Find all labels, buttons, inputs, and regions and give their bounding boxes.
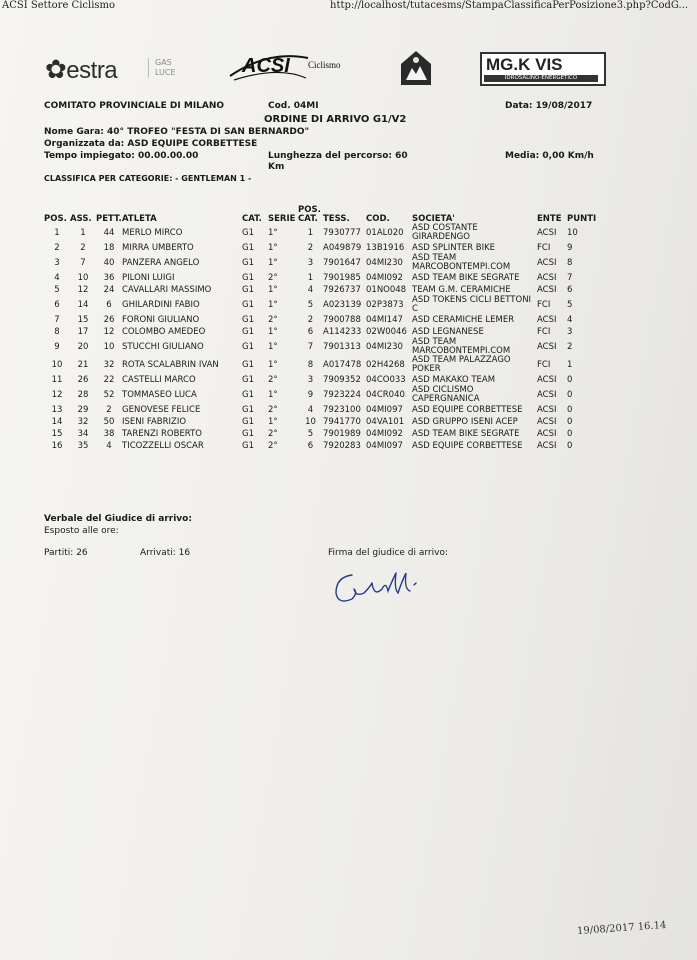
cell-ass: 20 bbox=[77, 342, 89, 352]
cell-tess: A114233 bbox=[323, 327, 362, 337]
table-row bbox=[44, 416, 597, 428]
cell-poscat: 8 bbox=[307, 360, 314, 370]
arrivati-count: Arrivati: 16 bbox=[140, 548, 191, 558]
acsi-logo-text: ACSI bbox=[242, 55, 290, 77]
cell-punti: 9 bbox=[567, 243, 573, 253]
table-row bbox=[44, 254, 597, 272]
cell-cat: G1 bbox=[242, 417, 254, 427]
cell-cat: G1 bbox=[242, 390, 254, 400]
cell-atleta: TARENZI ROBERTO bbox=[122, 429, 202, 439]
print-page-title: ACSI Settore Ciclismo bbox=[2, 0, 116, 11]
cell-ass: 10 bbox=[77, 273, 89, 283]
cell-ente: ACSI bbox=[537, 228, 557, 238]
cell-poscat: 3 bbox=[307, 375, 314, 385]
cell-cod: 04MI097 bbox=[366, 405, 403, 415]
table-row bbox=[44, 386, 597, 404]
cell-societa: ASD TEAM PALAZZAGO POKER bbox=[412, 355, 511, 374]
cell-pett: 12 bbox=[103, 327, 115, 337]
cell-cat: G1 bbox=[242, 429, 254, 439]
cell-pos: 10 bbox=[51, 360, 63, 370]
cell-cod: 04MI092 bbox=[366, 429, 403, 439]
cell-atleta: STUCCHI GIULIANO bbox=[122, 342, 204, 352]
cell-serie: 2° bbox=[268, 273, 278, 283]
cell-punti: 0 bbox=[567, 429, 573, 439]
average-speed: Media: 0,00 Km/h bbox=[505, 151, 594, 161]
cell-serie: 1° bbox=[268, 390, 278, 400]
course-length-unit: Km bbox=[268, 162, 285, 172]
cell-ente: ACSI bbox=[537, 342, 557, 352]
cell-ass: 2 bbox=[80, 243, 86, 253]
estra-sub-gas: GAS bbox=[155, 58, 172, 67]
mgk-vis-logo bbox=[480, 52, 606, 86]
cell-societa: ASD LEGNANESE bbox=[412, 326, 484, 337]
cell-tess: 7901313 bbox=[323, 342, 361, 352]
table-row bbox=[44, 296, 597, 314]
cell-pos: 9 bbox=[54, 342, 60, 352]
cell-pos: 7 bbox=[54, 315, 60, 325]
col-punti: PUNTI bbox=[567, 214, 597, 224]
cell-cat: G1 bbox=[242, 243, 254, 253]
cell-cod: 04VA101 bbox=[366, 417, 405, 427]
cell-serie: 1° bbox=[268, 360, 278, 370]
cell-cat: G1 bbox=[242, 360, 254, 370]
cell-serie: 1° bbox=[268, 417, 278, 427]
cell-cat: G1 bbox=[242, 300, 254, 310]
cell-cod: 01NO048 bbox=[366, 285, 407, 295]
partiti-count: Partiti: 26 bbox=[44, 548, 88, 558]
cell-pett: 24 bbox=[103, 285, 115, 295]
cell-tess: A017478 bbox=[323, 360, 362, 370]
cell-atleta: PANZERA ANGELO bbox=[122, 258, 200, 268]
cell-pos: 4 bbox=[54, 273, 60, 283]
cell-ente: FCI bbox=[537, 327, 551, 337]
cell-poscat: 10 bbox=[305, 417, 316, 427]
date-label: Data: 19/08/2017 bbox=[505, 101, 593, 111]
cell-ente: ACSI bbox=[537, 258, 557, 268]
cell-cod: 13B1916 bbox=[366, 243, 405, 253]
cell-ass: 29 bbox=[77, 405, 89, 415]
col-cat: CAT. bbox=[242, 214, 262, 224]
table-row bbox=[44, 356, 597, 374]
cell-societa: ASD MAKAKO TEAM bbox=[412, 374, 496, 385]
cell-societa: ASD SPLINTER BIKE bbox=[412, 242, 496, 253]
results-table bbox=[44, 206, 597, 452]
cell-societa: ASD TEAM MARCOBONTEMPI.COM bbox=[412, 253, 511, 272]
cell-atleta: MERLO MIRCO bbox=[122, 228, 183, 238]
cell-ass: 35 bbox=[77, 441, 89, 451]
cell-serie: 1° bbox=[268, 243, 278, 253]
print-url: http://localhost/tutacesms/StampaClassificaPerPosizione3.php?CodG... bbox=[330, 0, 689, 11]
cell-pett: 18 bbox=[103, 243, 115, 253]
cell-pett: 22 bbox=[103, 375, 115, 385]
cell-tess: 7900788 bbox=[323, 315, 361, 325]
cell-poscat: 3 bbox=[307, 258, 314, 268]
acsi-swoosh-icon bbox=[228, 48, 348, 82]
col-tess: TESS. bbox=[323, 214, 350, 224]
cell-ass: 15 bbox=[77, 315, 89, 325]
col-poscat-line1: POS. bbox=[298, 205, 321, 215]
col-pett: PETT. bbox=[96, 214, 122, 224]
sponsor-logos bbox=[40, 44, 640, 94]
cell-societa: ASD EQUIPE CORBETTESE bbox=[412, 440, 523, 451]
cell-cod: 02H4268 bbox=[366, 360, 405, 370]
col-atleta: ATLETA bbox=[122, 214, 157, 224]
cell-poscat: 6 bbox=[307, 441, 314, 451]
cell-ente: ACSI bbox=[537, 390, 557, 400]
cell-cat: G1 bbox=[242, 375, 254, 385]
cell-punti: 2 bbox=[567, 342, 573, 352]
cell-pett: 38 bbox=[103, 429, 115, 439]
acsi-logo bbox=[228, 48, 348, 82]
cell-cat: G1 bbox=[242, 405, 254, 415]
cell-poscat: 2 bbox=[307, 243, 314, 253]
col-ente: ENTE bbox=[537, 214, 562, 224]
col-cod: COD. bbox=[366, 214, 390, 224]
table-row bbox=[44, 404, 597, 416]
cell-societa: ASD EQUIPE CORBETTESE bbox=[412, 404, 523, 415]
cell-ass: 21 bbox=[77, 360, 89, 370]
cell-punti: 8 bbox=[567, 258, 573, 268]
cell-ass: 14 bbox=[77, 300, 89, 310]
col-societa: SOCIETA' bbox=[412, 214, 455, 224]
cell-ass: 17 bbox=[77, 327, 89, 337]
cell-cat: G1 bbox=[242, 342, 254, 352]
cell-ente: ACSI bbox=[537, 441, 557, 451]
cell-cod: 02P3873 bbox=[366, 300, 404, 310]
cell-ente: ACSI bbox=[537, 375, 557, 385]
cell-punti: 0 bbox=[567, 417, 573, 427]
cell-cat: G1 bbox=[242, 228, 254, 238]
cell-cat: G1 bbox=[242, 258, 254, 268]
col-poscat-line2: CAT. bbox=[298, 214, 318, 224]
cell-atleta: GHILARDINI FABIO bbox=[122, 300, 200, 310]
cell-atleta: CASTELLI MARCO bbox=[122, 375, 196, 385]
cell-cat: G1 bbox=[242, 285, 254, 295]
cell-tess: 7901647 bbox=[323, 258, 361, 268]
cell-societa: ASD COSTANTE GIRARDENGO bbox=[412, 223, 478, 242]
cell-serie: 1° bbox=[268, 285, 278, 295]
cell-serie: 1° bbox=[268, 228, 278, 238]
cell-tess: 7920283 bbox=[323, 441, 361, 451]
table-row bbox=[44, 440, 597, 452]
cell-punti: 6 bbox=[567, 285, 573, 295]
cell-serie: 2° bbox=[268, 441, 278, 451]
cell-punti: 0 bbox=[567, 405, 573, 415]
cell-cod: 01AL020 bbox=[366, 228, 404, 238]
cell-pos: 14 bbox=[51, 417, 63, 427]
cell-cod: 04MI230 bbox=[366, 258, 403, 268]
cell-pett: 32 bbox=[103, 360, 115, 370]
table-row bbox=[44, 326, 597, 338]
cell-pos: 8 bbox=[54, 327, 60, 337]
cell-ass: 12 bbox=[77, 285, 89, 295]
cell-ente: ACSI bbox=[537, 273, 557, 283]
results-header-row bbox=[44, 206, 597, 224]
cell-poscat: 1 bbox=[307, 228, 314, 238]
cell-ass: 32 bbox=[77, 417, 89, 427]
cell-pos: 1 bbox=[54, 228, 60, 238]
esposto-label: Esposto alle ore: bbox=[44, 526, 119, 536]
cell-ente: FCI bbox=[537, 300, 551, 310]
cell-serie: 1° bbox=[268, 327, 278, 337]
cell-atleta: FORONI GIULIANO bbox=[122, 315, 200, 325]
cell-poscat: 5 bbox=[307, 300, 314, 310]
course-length: Lunghezza del percorso: 60 bbox=[268, 151, 408, 161]
cell-ente: ACSI bbox=[537, 429, 557, 439]
cell-ass: 34 bbox=[77, 429, 89, 439]
firma-label: Firma del giudice di arrivo: bbox=[328, 548, 448, 558]
estra-sub-label bbox=[148, 58, 176, 78]
cell-cat: G1 bbox=[242, 273, 254, 283]
mgk-logo-text: MG.K VIS bbox=[486, 55, 563, 74]
cell-atleta: MIRRA UMBERTO bbox=[122, 243, 194, 253]
cell-pos: 5 bbox=[54, 285, 60, 295]
mountain-emblem-icon bbox=[400, 50, 432, 86]
cell-punti: 3 bbox=[567, 327, 573, 337]
cell-tess: 7926737 bbox=[323, 285, 361, 295]
document-title: ORDINE DI ARRIVO G1/V2 bbox=[264, 114, 407, 125]
cell-societa: ASD TOKENS CICLI BETTONI C bbox=[412, 295, 532, 314]
table-row bbox=[44, 314, 597, 326]
cell-punti: 0 bbox=[567, 375, 573, 385]
cell-serie: 1° bbox=[268, 342, 278, 352]
cell-poscat: 7 bbox=[307, 342, 314, 352]
cell-pett: 52 bbox=[103, 390, 115, 400]
cell-punti: 5 bbox=[567, 300, 573, 310]
cell-poscat: 4 bbox=[307, 285, 314, 295]
estra-logo-text: estra bbox=[66, 57, 118, 84]
organizer: Organizzata da: ASD EQUIPE CORBETTESE bbox=[44, 139, 258, 149]
cell-ente: ACSI bbox=[537, 417, 557, 427]
cell-cod: 04CO033 bbox=[366, 375, 406, 385]
cell-poscat: 5 bbox=[307, 429, 314, 439]
cell-pett: 36 bbox=[103, 273, 115, 283]
cell-tess: 7941770 bbox=[323, 417, 361, 427]
cell-tess: 7923100 bbox=[323, 405, 361, 415]
cell-ente: ACSI bbox=[537, 405, 557, 415]
cell-atleta: PILONI LUIGI bbox=[122, 273, 175, 283]
cell-tess: 7930777 bbox=[323, 228, 361, 238]
cell-atleta: ROTA SCALABRIN IVAN bbox=[122, 360, 219, 370]
cell-serie: 2° bbox=[268, 429, 278, 439]
cell-tess: A023139 bbox=[323, 300, 362, 310]
cell-cat: G1 bbox=[242, 327, 254, 337]
cell-societa: ASD GRUPPO ISENI ACEP bbox=[412, 416, 518, 427]
cell-tess: A049879 bbox=[323, 243, 362, 253]
cell-ente: FCI bbox=[537, 243, 551, 253]
estra-sub-luce: LUCE bbox=[155, 68, 176, 77]
cell-poscat: 9 bbox=[307, 390, 314, 400]
cell-ass: 28 bbox=[77, 390, 89, 400]
cod-label: Cod. 04MI bbox=[268, 101, 319, 111]
race-name: Nome Gara: 40° TROFEO "FESTA DI SAN BERNARDO" bbox=[44, 127, 310, 137]
col-ass: ASS. bbox=[70, 214, 92, 224]
cell-societa: ASD TEAM BIKE SEGRATE bbox=[412, 428, 520, 439]
cell-punti: 10 bbox=[567, 228, 578, 238]
cell-pos: 15 bbox=[51, 429, 63, 439]
cell-atleta: COLOMBO AMEDEO bbox=[122, 327, 206, 337]
cell-ass: 1 bbox=[80, 228, 86, 238]
cell-societa: ASD CICLISMO CAPERGNANICA bbox=[412, 385, 480, 404]
cell-pos: 13 bbox=[51, 405, 63, 415]
table-row bbox=[44, 338, 597, 356]
acsi-logo-sub: Ciclismo bbox=[308, 60, 341, 70]
cell-pos: 3 bbox=[54, 258, 60, 268]
cell-pos: 16 bbox=[51, 441, 63, 451]
committee-label: COMITATO PROVINCIALE DI MILANO bbox=[44, 101, 225, 111]
cell-atleta: TICOZZELLI OSCAR bbox=[122, 441, 204, 451]
table-row bbox=[44, 224, 597, 242]
cell-societa: ASD CERAMICHE LEMER bbox=[412, 314, 515, 325]
cell-cod: 04MI147 bbox=[366, 315, 403, 325]
cell-poscat: 2 bbox=[307, 315, 314, 325]
time-taken: Tempo impiegato: 00.00.00.00 bbox=[44, 151, 199, 161]
cell-atleta: CAVALLARI MASSIMO bbox=[122, 285, 212, 295]
cell-pos: 2 bbox=[54, 243, 60, 253]
verbale-label: Verbale del Giudice di arrivo: bbox=[44, 514, 192, 524]
cell-ente: ACSI bbox=[537, 315, 557, 325]
cell-atleta: TOMMASEO LUCA bbox=[122, 390, 197, 400]
cell-cat: G1 bbox=[242, 441, 254, 451]
cell-cod: 04MI230 bbox=[366, 342, 403, 352]
cell-tess: 7901985 bbox=[323, 273, 361, 283]
cell-serie: 1° bbox=[268, 300, 278, 310]
cell-pett: 50 bbox=[103, 417, 115, 427]
cell-tess: 7901989 bbox=[323, 429, 361, 439]
cell-punti: 0 bbox=[567, 390, 573, 400]
cell-tess: 7909352 bbox=[323, 375, 361, 385]
cell-cat: G1 bbox=[242, 315, 254, 325]
cell-pett: 10 bbox=[103, 342, 115, 352]
col-serie: SERIE bbox=[268, 214, 296, 224]
cell-societa: ASD TEAM MARCOBONTEMPI.COM bbox=[412, 337, 511, 356]
cell-poscat: 4 bbox=[307, 405, 314, 415]
cell-pos: 12 bbox=[51, 390, 63, 400]
cell-cod: 04MI092 bbox=[366, 273, 403, 283]
cell-ente: FCI bbox=[537, 360, 551, 370]
cell-punti: 0 bbox=[567, 441, 573, 451]
category-label: CLASSIFICA PER CATEGORIE: - GENTLEMAN 1 - bbox=[44, 174, 252, 183]
cell-pett: 44 bbox=[103, 228, 115, 238]
cell-atleta: ISENI FABRIZIO bbox=[122, 417, 187, 427]
table-row bbox=[44, 374, 597, 386]
cell-pett: 4 bbox=[106, 441, 112, 451]
cell-atleta: GENOVESE FELICE bbox=[122, 405, 201, 415]
cell-punti: 7 bbox=[567, 273, 573, 283]
cell-serie: 2° bbox=[268, 315, 278, 325]
results-body bbox=[44, 224, 597, 452]
cell-pett: 40 bbox=[103, 258, 115, 268]
cell-ente: ACSI bbox=[537, 285, 557, 295]
table-row bbox=[44, 242, 597, 254]
cell-punti: 1 bbox=[567, 360, 573, 370]
cell-poscat: 6 bbox=[307, 327, 314, 337]
col-poscat bbox=[298, 206, 323, 224]
cell-punti: 4 bbox=[567, 315, 573, 325]
judge-signature bbox=[322, 563, 432, 613]
cell-cod: 02W0046 bbox=[366, 327, 407, 337]
mgk-logo-sub: IDROSALINO-ENERGETICO bbox=[484, 75, 598, 82]
cell-pett: 6 bbox=[106, 300, 112, 310]
cell-ass: 26 bbox=[77, 375, 89, 385]
estra-logo: ✿estra bbox=[45, 54, 118, 84]
cell-serie: 2° bbox=[268, 375, 278, 385]
cell-poscat: 1 bbox=[307, 273, 314, 283]
table-row bbox=[44, 428, 597, 440]
cell-pett: 2 bbox=[106, 405, 112, 415]
cell-tess: 7923224 bbox=[323, 390, 361, 400]
table-row bbox=[44, 272, 597, 284]
cell-serie: 2° bbox=[268, 405, 278, 415]
cell-serie: 1° bbox=[268, 258, 278, 268]
cell-pos: 11 bbox=[51, 375, 63, 385]
cell-pett: 26 bbox=[103, 315, 115, 325]
cell-cod: 04MI097 bbox=[366, 441, 403, 451]
cell-societa: TEAM G.M. CERAMICHE bbox=[412, 284, 511, 295]
cell-ass: 7 bbox=[80, 258, 86, 268]
col-pos: POS. bbox=[44, 214, 67, 224]
judge-signature-drawing bbox=[322, 563, 432, 613]
cell-cod: 04CR040 bbox=[366, 390, 405, 400]
cell-societa: ASD TEAM BIKE SEGRATE bbox=[412, 272, 520, 283]
print-timestamp: 19/08/2017 16.14 bbox=[576, 919, 667, 938]
cell-pos: 6 bbox=[54, 300, 60, 310]
